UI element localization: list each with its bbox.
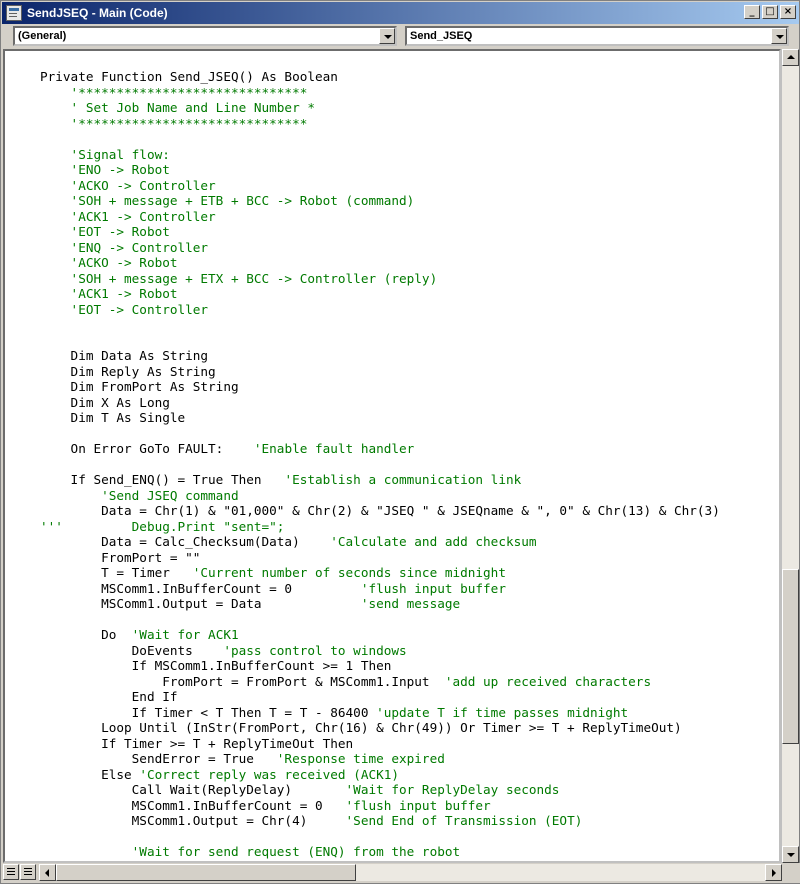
code-line[interactable] bbox=[40, 829, 720, 845]
code-comment: 'Enable fault handler bbox=[253, 441, 415, 456]
code-comment: 'Send End of Transmission (EOT) bbox=[345, 813, 583, 828]
horizontal-scrollbar[interactable] bbox=[39, 864, 782, 881]
code-statement: Dim Reply As String bbox=[40, 363, 216, 379]
code-line[interactable] bbox=[40, 550, 720, 566]
code-comment: 'send message bbox=[360, 596, 461, 611]
code-comment: 'SOH + message + ETX + BCC -> Controller (reply) bbox=[40, 270, 438, 286]
code-line[interactable] bbox=[40, 317, 720, 333]
procedure-dropdown-value: Send_JSEQ bbox=[410, 30, 473, 42]
code-statement: MSComm1.Output = Data bbox=[40, 596, 361, 611]
code-comment: 'ACKO -> Robot bbox=[40, 255, 178, 270]
code-line[interactable] bbox=[40, 736, 720, 752]
code-comment: ' Set Job Name and Line Number * bbox=[40, 100, 315, 115]
code-statement: Data = Chr(1) & "01,000" & Chr(2) & "JSEQ " & JSEQname & ", 0" & Chr(13) & Chr(3) bbox=[40, 503, 720, 518]
window-controls bbox=[742, 5, 796, 19]
code-statement: On Error GoTo FAULT: bbox=[40, 441, 254, 456]
code-statement: T = Timer bbox=[40, 565, 193, 580]
close-button[interactable]: × bbox=[780, 5, 796, 19]
code-statement: If Timer < T Then T = T - 86400 bbox=[40, 704, 377, 720]
code-line[interactable] bbox=[40, 178, 720, 194]
code-line[interactable] bbox=[40, 581, 720, 597]
code-comment: 'Current number of seconds since midnight bbox=[192, 565, 506, 580]
code-comment: 'update T if time passes midnight bbox=[376, 704, 629, 720]
code-line[interactable] bbox=[40, 705, 720, 721]
code-line[interactable] bbox=[40, 813, 720, 829]
code-statement: Dim X As Long bbox=[40, 394, 170, 410]
code-statement: FromPort = "" bbox=[40, 549, 201, 565]
code-line[interactable] bbox=[40, 519, 720, 535]
code-statement: Do bbox=[40, 627, 132, 642]
code-comment: 'add up received characters bbox=[444, 673, 652, 689]
scroll-left-arrow-icon[interactable] bbox=[39, 864, 56, 881]
code-comment: 'flush input buffer bbox=[360, 580, 506, 596]
code-comment: 'Wait for ReplyDelay seconds bbox=[345, 782, 560, 797]
vertical-scroll-thumb[interactable] bbox=[782, 569, 799, 744]
scroll-up-arrow-icon[interactable] bbox=[782, 49, 799, 66]
code-comment: 'ENQ -> Controller bbox=[40, 239, 209, 255]
code-comment: 'SOH + message + ETB + BCC -> Robot (command) bbox=[40, 193, 415, 208]
code-comment: 'ACK1 -> Controller bbox=[40, 208, 216, 224]
code-comment: '****************************** bbox=[40, 84, 308, 100]
code-comment: ''' Debug.Print "sent="; bbox=[40, 518, 285, 534]
code-comment: 'Establish a communication link bbox=[284, 472, 522, 487]
code-statement: Dim FromPort As String bbox=[40, 379, 239, 394]
code-line[interactable] bbox=[40, 689, 720, 705]
code-statement: Private Function Send_JSEQ() As Boolean bbox=[40, 69, 338, 84]
code-line[interactable] bbox=[40, 426, 720, 442]
code-statement: If MSComm1.InBufferCount >= 1 Then bbox=[40, 658, 392, 673]
chevron-down-icon[interactable] bbox=[379, 28, 395, 44]
code-line[interactable] bbox=[40, 286, 720, 302]
code-statement: DoEvents bbox=[40, 642, 224, 658]
code-line[interactable] bbox=[40, 612, 720, 628]
code-line[interactable] bbox=[40, 565, 720, 581]
code-comment: 'EOT -> Robot bbox=[40, 224, 170, 239]
code-line[interactable] bbox=[40, 596, 720, 612]
code-line[interactable] bbox=[40, 410, 720, 426]
code-line[interactable] bbox=[40, 147, 720, 163]
code-line[interactable] bbox=[40, 240, 720, 256]
code-statement: If Timer >= T + ReplyTimeOut Then bbox=[40, 735, 354, 751]
scroll-down-arrow-icon[interactable] bbox=[782, 846, 799, 863]
code-line[interactable] bbox=[40, 162, 720, 178]
combo-row bbox=[1, 25, 800, 49]
code-statement: Loop Until (InStr(FromPort, Chr(16) & Chr(49)) Or Timer >= T + ReplyTimeOut) bbox=[40, 720, 682, 735]
code-window-icon[interactable] bbox=[6, 5, 22, 21]
code-statement: FromPort = FromPort & MSComm1.Input bbox=[40, 673, 445, 689]
procedure-dropdown[interactable] bbox=[405, 26, 789, 46]
code-line[interactable] bbox=[40, 379, 720, 395]
code-line[interactable] bbox=[40, 674, 720, 690]
code-comment: 'pass control to windows bbox=[223, 642, 407, 658]
code-statement: Data = Calc_Checksum(Data) bbox=[40, 534, 331, 549]
code-line[interactable] bbox=[40, 100, 720, 116]
code-line[interactable] bbox=[40, 503, 720, 519]
scroll-right-arrow-icon[interactable] bbox=[765, 864, 782, 881]
code-comment: 'EOT -> Controller bbox=[40, 301, 209, 317]
vertical-scrollbar[interactable] bbox=[781, 49, 799, 863]
code-line[interactable] bbox=[40, 348, 720, 364]
code-editor[interactable] bbox=[3, 49, 781, 863]
code-comment: 'ACK1 -> Robot bbox=[40, 286, 178, 301]
bottom-bar bbox=[1, 863, 800, 883]
code-statement: Call Wait(ReplyDelay) bbox=[40, 782, 346, 797]
code-comment: 'Response time expired bbox=[276, 751, 445, 766]
code-statement: Else bbox=[40, 766, 140, 782]
title-bar[interactable] bbox=[2, 2, 799, 24]
code-line[interactable] bbox=[40, 534, 720, 550]
code-line[interactable] bbox=[40, 767, 720, 783]
code-line[interactable] bbox=[40, 255, 720, 271]
minimize-button[interactable]: _ bbox=[744, 5, 760, 19]
code-comment: 'Correct reply was received (ACK1) bbox=[139, 766, 400, 782]
code-statement: If Send_ENQ() = True Then bbox=[40, 472, 285, 487]
code-line[interactable] bbox=[40, 844, 720, 860]
object-dropdown[interactable] bbox=[13, 26, 397, 46]
code-line[interactable] bbox=[40, 751, 720, 767]
resize-grip-icon[interactable] bbox=[784, 864, 800, 881]
maximize-button[interactable]: □ bbox=[762, 5, 778, 19]
code-line[interactable] bbox=[40, 224, 720, 240]
code-line[interactable] bbox=[40, 627, 720, 643]
code-line[interactable] bbox=[40, 85, 720, 101]
code-comment: 'Calculate and add checksum bbox=[330, 534, 537, 549]
code-line[interactable] bbox=[40, 131, 720, 147]
code-comment: 'ACKO -> Controller bbox=[40, 177, 216, 193]
code-line[interactable] bbox=[40, 302, 720, 318]
code-text[interactable] bbox=[40, 69, 720, 860]
window-title: SendJSEQ - Main (Code) bbox=[27, 6, 168, 20]
code-statement: Dim Data As String bbox=[40, 348, 209, 363]
object-dropdown-value: (General) bbox=[18, 30, 67, 42]
horizontal-scroll-thumb[interactable] bbox=[56, 864, 356, 881]
code-comment: 'flush input buffer bbox=[345, 797, 491, 813]
code-comment: 'Wait for ACK1 bbox=[131, 627, 239, 642]
code-comment: 'Send JSEQ command bbox=[40, 487, 239, 503]
code-line[interactable] bbox=[40, 658, 720, 674]
code-line[interactable] bbox=[40, 271, 720, 287]
code-line[interactable] bbox=[40, 193, 720, 209]
code-statement: MSComm1.Output = Chr(4) bbox=[40, 813, 346, 828]
code-comment: 'ENO -> Robot bbox=[40, 162, 170, 177]
code-line[interactable] bbox=[40, 798, 720, 814]
code-line[interactable] bbox=[40, 69, 720, 85]
code-statement: SendError = True bbox=[40, 751, 277, 766]
code-line[interactable] bbox=[40, 116, 720, 132]
code-statement: End If bbox=[40, 689, 178, 704]
code-line[interactable] bbox=[40, 364, 720, 380]
code-line[interactable] bbox=[40, 395, 720, 411]
code-line[interactable] bbox=[40, 488, 720, 504]
code-line[interactable] bbox=[40, 782, 720, 798]
code-comment: '****************************** bbox=[40, 115, 308, 131]
code-line[interactable] bbox=[40, 441, 720, 457]
code-line[interactable] bbox=[40, 457, 720, 473]
procedure-view-icon[interactable] bbox=[3, 864, 19, 880]
code-line[interactable] bbox=[40, 643, 720, 659]
code-comment: 'Signal flow: bbox=[40, 146, 170, 162]
code-statement: Dim T As Single bbox=[40, 410, 186, 425]
code-line[interactable] bbox=[40, 209, 720, 225]
code-line[interactable] bbox=[40, 333, 720, 349]
code-comment: 'Wait for send request (ENQ) from the robot bbox=[40, 844, 461, 859]
code-line[interactable] bbox=[40, 472, 720, 488]
code-statement: MSComm1.InBufferCount = 0 bbox=[40, 797, 346, 813]
code-statement: MSComm1.InBufferCount = 0 bbox=[40, 580, 361, 596]
code-line[interactable] bbox=[40, 720, 720, 736]
full-module-view-icon[interactable] bbox=[20, 864, 36, 880]
chevron-down-icon[interactable] bbox=[771, 28, 787, 44]
